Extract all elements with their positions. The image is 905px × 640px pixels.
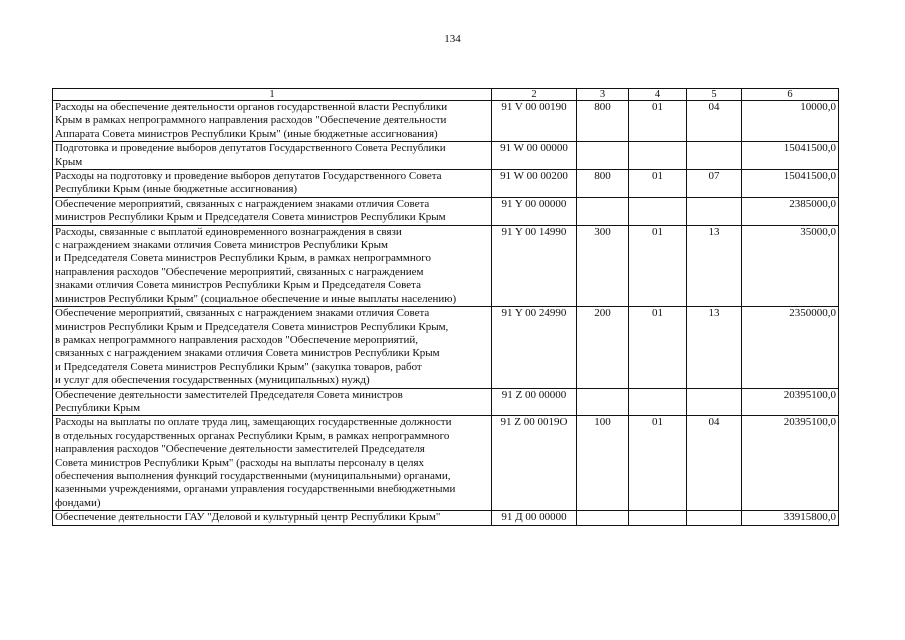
row-subsection xyxy=(687,197,742,225)
row-expense-type: 100 xyxy=(577,416,629,511)
row-section: 01 xyxy=(629,225,687,306)
row-name: Обеспечение мероприятий, связанных с награждением знаками отличия Совета министров Республики Крым и Председателя Совета министров Республики Крым xyxy=(53,197,492,225)
row-code: 91 Y 00 24990 xyxy=(492,307,577,388)
column-header-5: 5 xyxy=(687,89,742,101)
row-amount: 20395100,0 xyxy=(742,388,839,416)
row-expense-type: 300 xyxy=(577,225,629,306)
table-row xyxy=(53,197,839,225)
column-header-1: 1 xyxy=(53,89,492,101)
row-expense-type: 800 xyxy=(577,170,629,198)
column-header-3: 3 xyxy=(577,89,629,101)
row-name: Подготовка и проведение выборов депутатов Государственного Совета Республики Крым xyxy=(53,142,492,170)
row-section: 01 xyxy=(629,170,687,198)
row-expense-type xyxy=(577,197,629,225)
row-name: Обеспечение деятельности заместителей Председателя Совета министров Республики Крым xyxy=(53,388,492,416)
row-section: 01 xyxy=(629,416,687,511)
row-expense-type xyxy=(577,511,629,525)
row-name: Расходы на выплаты по оплате труда лиц, замещающих государственные должности в отдельных государственных органах Республики Крым, в рамках непрограммного направления расходов "Обеспечение деятельности заместителей Председателя Совета министров Республики Крым" (расходы на выплаты персоналу в целях обеспечения выполнения функций государственными (муниципальными) органами, казенными учреждениями, органами управления государственными внебюджетными фондами) xyxy=(53,416,492,511)
row-name: Обеспечение мероприятий, связанных с награждением знаками отличия Совета министров Республики Крым и Председателя Совета министров Республики Крым, в рамках непрограммного направления расходов "Обеспечение мероприятий, связанных с награждением знаками отличия Совета министров Республики Крым и Председателя Совета министров Республики Крым" (закупка товаров, работ и услуг для обеспечения государственных (муниципальных) нужд) xyxy=(53,307,492,388)
table-row xyxy=(53,307,839,388)
table-row xyxy=(53,225,839,306)
table-row xyxy=(53,511,839,525)
column-header-4: 4 xyxy=(629,89,687,101)
row-code: 91 W 00 00200 xyxy=(492,170,577,198)
row-section xyxy=(629,197,687,225)
budget-table xyxy=(52,88,839,526)
row-section: 01 xyxy=(629,101,687,142)
row-amount: 2385000,0 xyxy=(742,197,839,225)
row-section xyxy=(629,511,687,525)
table-row xyxy=(53,416,839,511)
row-amount: 35000,0 xyxy=(742,225,839,306)
column-header-6: 6 xyxy=(742,89,839,101)
row-expense-type xyxy=(577,388,629,416)
row-code: 91 Д 00 00000 xyxy=(492,511,577,525)
row-subsection: 13 xyxy=(687,225,742,306)
row-subsection: 04 xyxy=(687,101,742,142)
row-subsection xyxy=(687,142,742,170)
table-header-row xyxy=(53,89,839,101)
row-code: 91 Z 00 00000 xyxy=(492,388,577,416)
row-name: Обеспечение деятельности ГАУ "Деловой и культурный центр Республики Крым" xyxy=(53,511,492,525)
row-amount: 33915800,0 xyxy=(742,511,839,525)
table-row xyxy=(53,101,839,142)
row-expense-type xyxy=(577,142,629,170)
row-amount: 2350000,0 xyxy=(742,307,839,388)
row-amount: 15041500,0 xyxy=(742,142,839,170)
row-code: 91 Y 00 00000 xyxy=(492,197,577,225)
row-name: Расходы на подготовку и проведение выборов депутатов Государственного Совета Республики Крым (иные бюджетные ассигнования) xyxy=(53,170,492,198)
row-subsection: 13 xyxy=(687,307,742,388)
row-subsection: 07 xyxy=(687,170,742,198)
row-code: 91 V 00 00190 xyxy=(492,101,577,142)
row-name: Расходы на обеспечение деятельности органов государственной власти Республики Крым в рамках непрограммного направления расходов "Обеспечение деятельности Аппарата Совета министров Республики Крым" (иные бюджетные ассигнования) xyxy=(53,101,492,142)
column-header-2: 2 xyxy=(492,89,577,101)
row-subsection xyxy=(687,511,742,525)
row-section xyxy=(629,142,687,170)
row-name: Расходы, связанные с выплатой единовременного вознаграждения в связи с награждением знаками отличия Совета министров Республики Крым и Председателя Совета министров Республики Крым, в рамках непрограммного направления расходов "Обеспечение мероприятий, связанных с награждением знаками отличия Совета министров Республики Крым и Председателя Совета министров Республики Крым" (социальное обеспечение и иные выплаты населению) xyxy=(53,225,492,306)
row-code: 91 W 00 00000 xyxy=(492,142,577,170)
table-row xyxy=(53,388,839,416)
row-amount: 10000,0 xyxy=(742,101,839,142)
row-section xyxy=(629,388,687,416)
table-row xyxy=(53,170,839,198)
table-row xyxy=(53,142,839,170)
page-number: 134 xyxy=(444,33,461,45)
row-expense-type: 800 xyxy=(577,101,629,142)
row-subsection: 04 xyxy=(687,416,742,511)
row-code: 91 Z 00 0019O xyxy=(492,416,577,511)
row-section: 01 xyxy=(629,307,687,388)
row-code: 91 Y 00 14990 xyxy=(492,225,577,306)
row-amount: 20395100,0 xyxy=(742,416,839,511)
row-amount: 15041500,0 xyxy=(742,170,839,198)
row-expense-type: 200 xyxy=(577,307,629,388)
row-subsection xyxy=(687,388,742,416)
